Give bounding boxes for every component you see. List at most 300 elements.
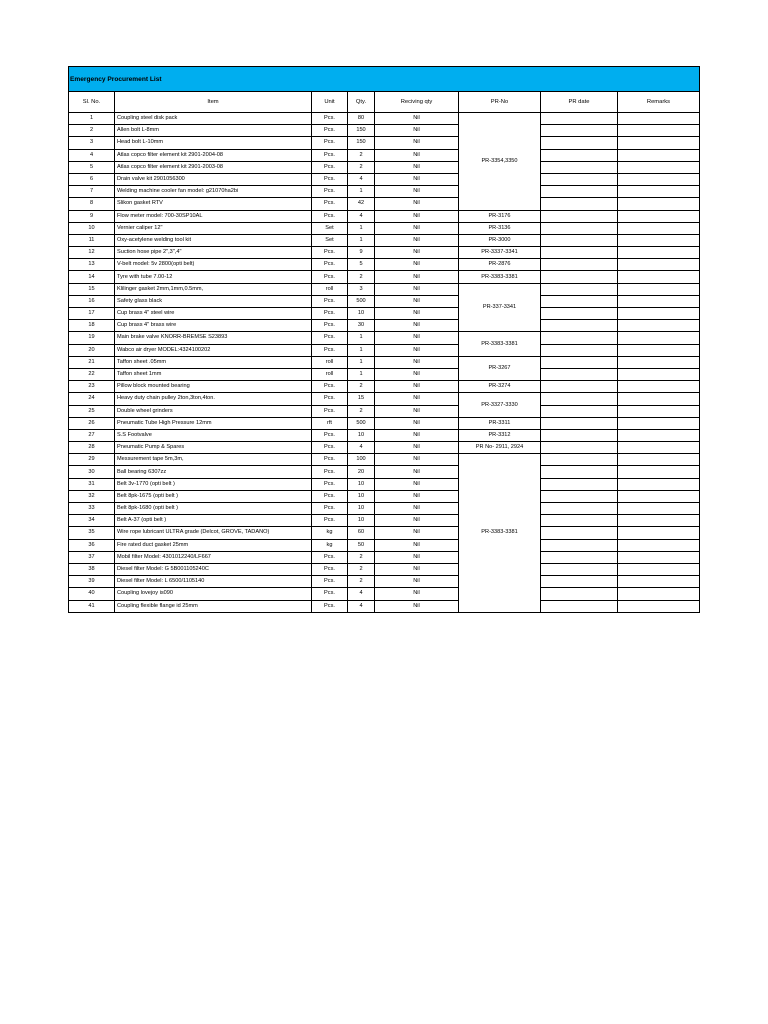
cell-qty: 10 bbox=[348, 490, 375, 502]
cell-pr-date bbox=[541, 490, 618, 502]
cell-remarks bbox=[618, 210, 700, 222]
cell-unit: Pcs. bbox=[312, 137, 348, 149]
cell-reciving-qty: Nil bbox=[375, 515, 459, 527]
cell-sl-no: 29 bbox=[69, 454, 115, 466]
cell-item: Atlas copco filter element kit 2901-2004-08 bbox=[115, 149, 312, 161]
cell-reciving-qty: Nil bbox=[375, 259, 459, 271]
cell-pr-date bbox=[541, 515, 618, 527]
cell-remarks bbox=[618, 295, 700, 307]
cell-pr-date bbox=[541, 478, 618, 490]
cell-unit: Pcs. bbox=[312, 551, 348, 563]
cell-reciving-qty: Nil bbox=[375, 271, 459, 283]
cell-unit: Pcs. bbox=[312, 247, 348, 259]
cell-sl-no: 23 bbox=[69, 381, 115, 393]
cell-reciving-qty: Nil bbox=[375, 368, 459, 380]
cell-sl-no: 30 bbox=[69, 466, 115, 478]
table-row bbox=[69, 576, 700, 588]
cell-pr-date bbox=[541, 551, 618, 563]
cell-item: Diesel filter Model: L 6500/1105140 bbox=[115, 576, 312, 588]
cell-pr-date bbox=[541, 588, 618, 600]
cell-remarks bbox=[618, 320, 700, 332]
cell-remarks bbox=[618, 393, 700, 405]
cell-pr-date bbox=[541, 576, 618, 588]
procurement-table bbox=[68, 66, 700, 613]
table-row bbox=[69, 454, 700, 466]
cell-unit: rft bbox=[312, 417, 348, 429]
table-row bbox=[69, 320, 700, 332]
cell-remarks bbox=[618, 405, 700, 417]
cell-sl-no: 37 bbox=[69, 551, 115, 563]
cell-reciving-qty: Nil bbox=[375, 283, 459, 295]
cell-pr-date bbox=[541, 125, 618, 137]
cell-unit: roll bbox=[312, 283, 348, 295]
cell-sl-no: 14 bbox=[69, 271, 115, 283]
cell-pr-date bbox=[541, 295, 618, 307]
cell-reciving-qty: Nil bbox=[375, 381, 459, 393]
cell-unit: Pcs. bbox=[312, 381, 348, 393]
cell-pr-date bbox=[541, 210, 618, 222]
cell-qty: 500 bbox=[348, 295, 375, 307]
cell-reciving-qty: Nil bbox=[375, 234, 459, 246]
cell-sl-no: 32 bbox=[69, 490, 115, 502]
cell-reciving-qty: Nil bbox=[375, 429, 459, 441]
header-sl-no: Sl. No. bbox=[69, 92, 115, 113]
cell-sl-no: 27 bbox=[69, 429, 115, 441]
cell-remarks bbox=[618, 478, 700, 490]
cell-sl-no: 26 bbox=[69, 417, 115, 429]
cell-pr-date bbox=[541, 161, 618, 173]
cell-pr-date bbox=[541, 283, 618, 295]
cell-sl-no: 38 bbox=[69, 563, 115, 575]
cell-sl-no: 10 bbox=[69, 222, 115, 234]
table-row bbox=[69, 234, 700, 246]
cell-reciving-qty: Nil bbox=[375, 551, 459, 563]
table-row bbox=[69, 137, 700, 149]
cell-sl-no: 31 bbox=[69, 478, 115, 490]
cell-qty: 500 bbox=[348, 417, 375, 429]
cell-qty: 2 bbox=[348, 271, 375, 283]
cell-reciving-qty: Nil bbox=[375, 247, 459, 259]
table-row bbox=[69, 308, 700, 320]
cell-pr-date bbox=[541, 137, 618, 149]
cell-unit: Pcs. bbox=[312, 308, 348, 320]
cell-remarks bbox=[618, 137, 700, 149]
cell-sl-no: 9 bbox=[69, 210, 115, 222]
cell-qty: 100 bbox=[348, 454, 375, 466]
table-row bbox=[69, 515, 700, 527]
cell-remarks bbox=[618, 161, 700, 173]
cell-qty: 1 bbox=[348, 222, 375, 234]
cell-pr-no: PR-3354,3350 bbox=[459, 113, 541, 211]
cell-remarks bbox=[618, 247, 700, 259]
cell-item: Pillow block mounted bearing bbox=[115, 381, 312, 393]
header-pr-date: PR date bbox=[541, 92, 618, 113]
cell-pr-date bbox=[541, 259, 618, 271]
cell-unit: Pcs. bbox=[312, 576, 348, 588]
cell-reciving-qty: Nil bbox=[375, 490, 459, 502]
cell-pr-date bbox=[541, 539, 618, 551]
cell-reciving-qty: Nil bbox=[375, 356, 459, 368]
cell-unit: Set bbox=[312, 234, 348, 246]
cell-reciving-qty: Nil bbox=[375, 576, 459, 588]
cell-item: Ball bearing 6307zz bbox=[115, 466, 312, 478]
cell-item: Welding machine cooler fan model: g21070ha2bi bbox=[115, 186, 312, 198]
cell-pr-date bbox=[541, 344, 618, 356]
cell-unit: Pcs. bbox=[312, 503, 348, 515]
cell-unit: Pcs. bbox=[312, 125, 348, 137]
table-row bbox=[69, 405, 700, 417]
cell-item: Diesel filter Model: G 5B001105240C bbox=[115, 563, 312, 575]
cell-remarks bbox=[618, 356, 700, 368]
cell-sl-no: 4 bbox=[69, 149, 115, 161]
cell-pr-date bbox=[541, 247, 618, 259]
cell-pr-date bbox=[541, 186, 618, 198]
table-row bbox=[69, 198, 700, 210]
cell-pr-date bbox=[541, 563, 618, 575]
cell-remarks bbox=[618, 271, 700, 283]
header-qty: Qty. bbox=[348, 92, 375, 113]
cell-reciving-qty: Nil bbox=[375, 137, 459, 149]
cell-remarks bbox=[618, 539, 700, 551]
table-row bbox=[69, 539, 700, 551]
cell-pr-date bbox=[541, 417, 618, 429]
cell-pr-date bbox=[541, 442, 618, 454]
cell-unit: Pcs. bbox=[312, 405, 348, 417]
cell-pr-no: PR-3312 bbox=[459, 429, 541, 441]
cell-remarks bbox=[618, 332, 700, 344]
cell-reciving-qty: Nil bbox=[375, 113, 459, 125]
cell-qty: 2 bbox=[348, 405, 375, 417]
cell-reciving-qty: Nil bbox=[375, 344, 459, 356]
cell-unit: Pcs. bbox=[312, 454, 348, 466]
cell-pr-no: PR-3176 bbox=[459, 210, 541, 222]
table-row bbox=[69, 588, 700, 600]
cell-qty: 80 bbox=[348, 113, 375, 125]
cell-qty: 4 bbox=[348, 210, 375, 222]
cell-reciving-qty: Nil bbox=[375, 149, 459, 161]
cell-item: Coupling steel disk pack bbox=[115, 113, 312, 125]
cell-reciving-qty: Nil bbox=[375, 527, 459, 539]
cell-pr-no: PR-3383-3381 bbox=[459, 454, 541, 612]
cell-reciving-qty: Nil bbox=[375, 454, 459, 466]
cell-qty: 10 bbox=[348, 503, 375, 515]
cell-item: Main brake valve KNORR-BREMSE S23893 bbox=[115, 332, 312, 344]
cell-item: Allen bolt L-8mm bbox=[115, 125, 312, 137]
cell-reciving-qty: Nil bbox=[375, 417, 459, 429]
table-row bbox=[69, 344, 700, 356]
cell-item: Wabco air dryer MODEL:4324100202 bbox=[115, 344, 312, 356]
cell-reciving-qty: Nil bbox=[375, 600, 459, 612]
table-row bbox=[69, 271, 700, 283]
cell-sl-no: 3 bbox=[69, 137, 115, 149]
cell-pr-no: PR-3337-3341 bbox=[459, 247, 541, 259]
cell-remarks bbox=[618, 186, 700, 198]
cell-qty: 10 bbox=[348, 478, 375, 490]
table-row bbox=[69, 149, 700, 161]
cell-item: Head bolt L-10mm bbox=[115, 137, 312, 149]
cell-pr-date bbox=[541, 405, 618, 417]
cell-reciving-qty: Nil bbox=[375, 466, 459, 478]
cell-item: Taffon sheet .05mm bbox=[115, 356, 312, 368]
cell-remarks bbox=[618, 417, 700, 429]
cell-qty: 2 bbox=[348, 149, 375, 161]
table-row bbox=[69, 381, 700, 393]
cell-sl-no: 2 bbox=[69, 125, 115, 137]
cell-sl-no: 8 bbox=[69, 198, 115, 210]
cell-pr-no: PR-3267 bbox=[459, 356, 541, 380]
table-row bbox=[69, 600, 700, 612]
cell-qty: 2 bbox=[348, 563, 375, 575]
cell-unit: Pcs. bbox=[312, 113, 348, 125]
cell-item: Belt 3v-1770 (opti belt ) bbox=[115, 478, 312, 490]
cell-pr-date bbox=[541, 527, 618, 539]
cell-sl-no: 11 bbox=[69, 234, 115, 246]
table-row bbox=[69, 368, 700, 380]
cell-qty: 15 bbox=[348, 393, 375, 405]
table-body bbox=[69, 113, 700, 613]
cell-pr-no: PR-3136 bbox=[459, 222, 541, 234]
cell-item: Cup brass 4" brass wire bbox=[115, 320, 312, 332]
cell-reciving-qty: Nil bbox=[375, 563, 459, 575]
cell-pr-date bbox=[541, 466, 618, 478]
cell-qty: 1 bbox=[348, 344, 375, 356]
cell-item: Slikon gasket RTV bbox=[115, 198, 312, 210]
cell-item: Flow meter model: 700-30SP10AL bbox=[115, 210, 312, 222]
cell-sl-no: 20 bbox=[69, 344, 115, 356]
table-row bbox=[69, 332, 700, 344]
cell-sl-no: 16 bbox=[69, 295, 115, 307]
cell-remarks bbox=[618, 490, 700, 502]
cell-remarks bbox=[618, 259, 700, 271]
title-row bbox=[69, 67, 700, 92]
cell-item: S.S Footvalve bbox=[115, 429, 312, 441]
cell-item: Heavy duty chain pulley 2ton,3ton,4ton. bbox=[115, 393, 312, 405]
cell-qty: 20 bbox=[348, 466, 375, 478]
cell-qty: 10 bbox=[348, 429, 375, 441]
cell-remarks bbox=[618, 429, 700, 441]
table-row bbox=[69, 442, 700, 454]
cell-unit: Pcs. bbox=[312, 186, 348, 198]
cell-qty: 150 bbox=[348, 125, 375, 137]
table-row bbox=[69, 222, 700, 234]
cell-remarks bbox=[618, 198, 700, 210]
cell-pr-date bbox=[541, 320, 618, 332]
cell-pr-no: PR-337-3341 bbox=[459, 283, 541, 332]
cell-qty: 50 bbox=[348, 539, 375, 551]
cell-item: Cup brass 4" steel wire bbox=[115, 308, 312, 320]
cell-sl-no: 28 bbox=[69, 442, 115, 454]
cell-remarks bbox=[618, 466, 700, 478]
cell-pr-date bbox=[541, 356, 618, 368]
cell-pr-date bbox=[541, 234, 618, 246]
cell-remarks bbox=[618, 588, 700, 600]
cell-pr-date bbox=[541, 308, 618, 320]
cell-remarks bbox=[618, 368, 700, 380]
cell-item: Drain valve kit 2901056300 bbox=[115, 173, 312, 185]
table-row bbox=[69, 563, 700, 575]
table-row bbox=[69, 393, 700, 405]
cell-reciving-qty: Nil bbox=[375, 405, 459, 417]
cell-remarks bbox=[618, 234, 700, 246]
cell-unit: Pcs. bbox=[312, 198, 348, 210]
cell-pr-date bbox=[541, 454, 618, 466]
sheet-title bbox=[69, 67, 700, 92]
cell-unit: Pcs. bbox=[312, 588, 348, 600]
table-row bbox=[69, 417, 700, 429]
cell-item: Suction hose pipe 2",3",4" bbox=[115, 247, 312, 259]
cell-sl-no: 1 bbox=[69, 113, 115, 125]
cell-item: Pneumatic Tube High Pressure 12mm bbox=[115, 417, 312, 429]
cell-qty: 10 bbox=[348, 308, 375, 320]
cell-unit: Pcs. bbox=[312, 478, 348, 490]
cell-remarks bbox=[618, 576, 700, 588]
cell-item: Coupling lovejoy is090 bbox=[115, 588, 312, 600]
cell-item: Oxy-acetylene welding tool kit bbox=[115, 234, 312, 246]
cell-qty: 2 bbox=[348, 381, 375, 393]
cell-sl-no: 15 bbox=[69, 283, 115, 295]
cell-reciving-qty: Nil bbox=[375, 393, 459, 405]
table-row bbox=[69, 356, 700, 368]
table-row bbox=[69, 283, 700, 295]
table-row bbox=[69, 161, 700, 173]
cell-qty: 10 bbox=[348, 515, 375, 527]
cell-reciving-qty: Nil bbox=[375, 222, 459, 234]
table-row bbox=[69, 247, 700, 259]
cell-sl-no: 36 bbox=[69, 539, 115, 551]
cell-item: Pneumatic Pump & Spares bbox=[115, 442, 312, 454]
cell-unit: Pcs. bbox=[312, 259, 348, 271]
cell-unit: Pcs. bbox=[312, 344, 348, 356]
cell-remarks bbox=[618, 600, 700, 612]
cell-remarks bbox=[618, 442, 700, 454]
cell-qty: 42 bbox=[348, 198, 375, 210]
cell-unit: Pcs. bbox=[312, 490, 348, 502]
table-row bbox=[69, 478, 700, 490]
cell-pr-no: PR-3274 bbox=[459, 381, 541, 393]
cell-qty: 9 bbox=[348, 247, 375, 259]
cell-qty: 2 bbox=[348, 576, 375, 588]
cell-item: Vernier caliper 12" bbox=[115, 222, 312, 234]
cell-pr-date bbox=[541, 503, 618, 515]
cell-reciving-qty: Nil bbox=[375, 125, 459, 137]
cell-pr-date bbox=[541, 393, 618, 405]
cell-remarks bbox=[618, 173, 700, 185]
cell-remarks bbox=[618, 344, 700, 356]
cell-pr-date bbox=[541, 113, 618, 125]
cell-remarks bbox=[618, 563, 700, 575]
cell-sl-no: 24 bbox=[69, 393, 115, 405]
table-row bbox=[69, 113, 700, 125]
cell-reciving-qty: Nil bbox=[375, 588, 459, 600]
cell-sl-no: 34 bbox=[69, 515, 115, 527]
cell-sl-no: 21 bbox=[69, 356, 115, 368]
table-row bbox=[69, 295, 700, 307]
cell-sl-no: 25 bbox=[69, 405, 115, 417]
cell-unit: Pcs. bbox=[312, 332, 348, 344]
cell-pr-date bbox=[541, 222, 618, 234]
cell-remarks bbox=[618, 113, 700, 125]
cell-sl-no: 5 bbox=[69, 161, 115, 173]
cell-sl-no: 17 bbox=[69, 308, 115, 320]
table-row bbox=[69, 429, 700, 441]
cell-unit: Pcs. bbox=[312, 515, 348, 527]
cell-pr-date bbox=[541, 429, 618, 441]
cell-remarks bbox=[618, 222, 700, 234]
cell-remarks bbox=[618, 527, 700, 539]
cell-sl-no: 41 bbox=[69, 600, 115, 612]
cell-item: Mobil filter Model: 4301012240/LF667 bbox=[115, 551, 312, 563]
cell-reciving-qty: Nil bbox=[375, 173, 459, 185]
header-item: Item bbox=[115, 92, 312, 113]
cell-sl-no: 35 bbox=[69, 527, 115, 539]
cell-reciving-qty: Nil bbox=[375, 186, 459, 198]
cell-pr-date bbox=[541, 368, 618, 380]
cell-qty: 150 bbox=[348, 137, 375, 149]
cell-item: Fire rated duct gasket 25mm bbox=[115, 539, 312, 551]
cell-qty: 2 bbox=[348, 161, 375, 173]
cell-unit: Pcs. bbox=[312, 320, 348, 332]
table-row bbox=[69, 186, 700, 198]
cell-remarks bbox=[618, 149, 700, 161]
header-reciving-qty: Reciving qty bbox=[375, 92, 459, 113]
cell-pr-date bbox=[541, 332, 618, 344]
cell-sl-no: 18 bbox=[69, 320, 115, 332]
cell-qty: 4 bbox=[348, 600, 375, 612]
cell-qty: 30 bbox=[348, 320, 375, 332]
cell-pr-date bbox=[541, 271, 618, 283]
cell-item: Double wheel grinders bbox=[115, 405, 312, 417]
cell-unit: Pcs. bbox=[312, 429, 348, 441]
cell-sl-no: 13 bbox=[69, 259, 115, 271]
table-row bbox=[69, 503, 700, 515]
cell-reciving-qty: Nil bbox=[375, 295, 459, 307]
cell-qty: 3 bbox=[348, 283, 375, 295]
cell-item: Tyre with tube 7.00-12 bbox=[115, 271, 312, 283]
cell-unit: roll bbox=[312, 368, 348, 380]
cell-unit: Pcs. bbox=[312, 173, 348, 185]
cell-item: Klilinger gasket 2mm,1mm,0.5mm, bbox=[115, 283, 312, 295]
cell-qty: 1 bbox=[348, 368, 375, 380]
cell-sl-no: 40 bbox=[69, 588, 115, 600]
cell-sl-no: 22 bbox=[69, 368, 115, 380]
cell-qty: 4 bbox=[348, 173, 375, 185]
table-row bbox=[69, 173, 700, 185]
cell-sl-no: 6 bbox=[69, 173, 115, 185]
cell-unit: Set bbox=[312, 222, 348, 234]
cell-sl-no: 39 bbox=[69, 576, 115, 588]
cell-remarks bbox=[618, 515, 700, 527]
cell-reciving-qty: Nil bbox=[375, 332, 459, 344]
cell-unit: Pcs. bbox=[312, 442, 348, 454]
header-unit: Unit bbox=[312, 92, 348, 113]
cell-item: Belt A-37 (opti belt ) bbox=[115, 515, 312, 527]
cell-remarks bbox=[618, 283, 700, 295]
cell-pr-no: PR-3311 bbox=[459, 417, 541, 429]
cell-pr-no: PR-3000 bbox=[459, 234, 541, 246]
cell-reciving-qty: Nil bbox=[375, 503, 459, 515]
cell-item: Safety glass black bbox=[115, 295, 312, 307]
cell-pr-date bbox=[541, 600, 618, 612]
cell-remarks bbox=[618, 381, 700, 393]
cell-pr-date bbox=[541, 381, 618, 393]
cell-reciving-qty: Nil bbox=[375, 478, 459, 490]
cell-reciving-qty: Nil bbox=[375, 442, 459, 454]
cell-unit: Pcs. bbox=[312, 295, 348, 307]
cell-pr-no: PR-3383-3381 bbox=[459, 332, 541, 356]
cell-remarks bbox=[618, 308, 700, 320]
cell-reciving-qty: Nil bbox=[375, 308, 459, 320]
table-row bbox=[69, 210, 700, 222]
